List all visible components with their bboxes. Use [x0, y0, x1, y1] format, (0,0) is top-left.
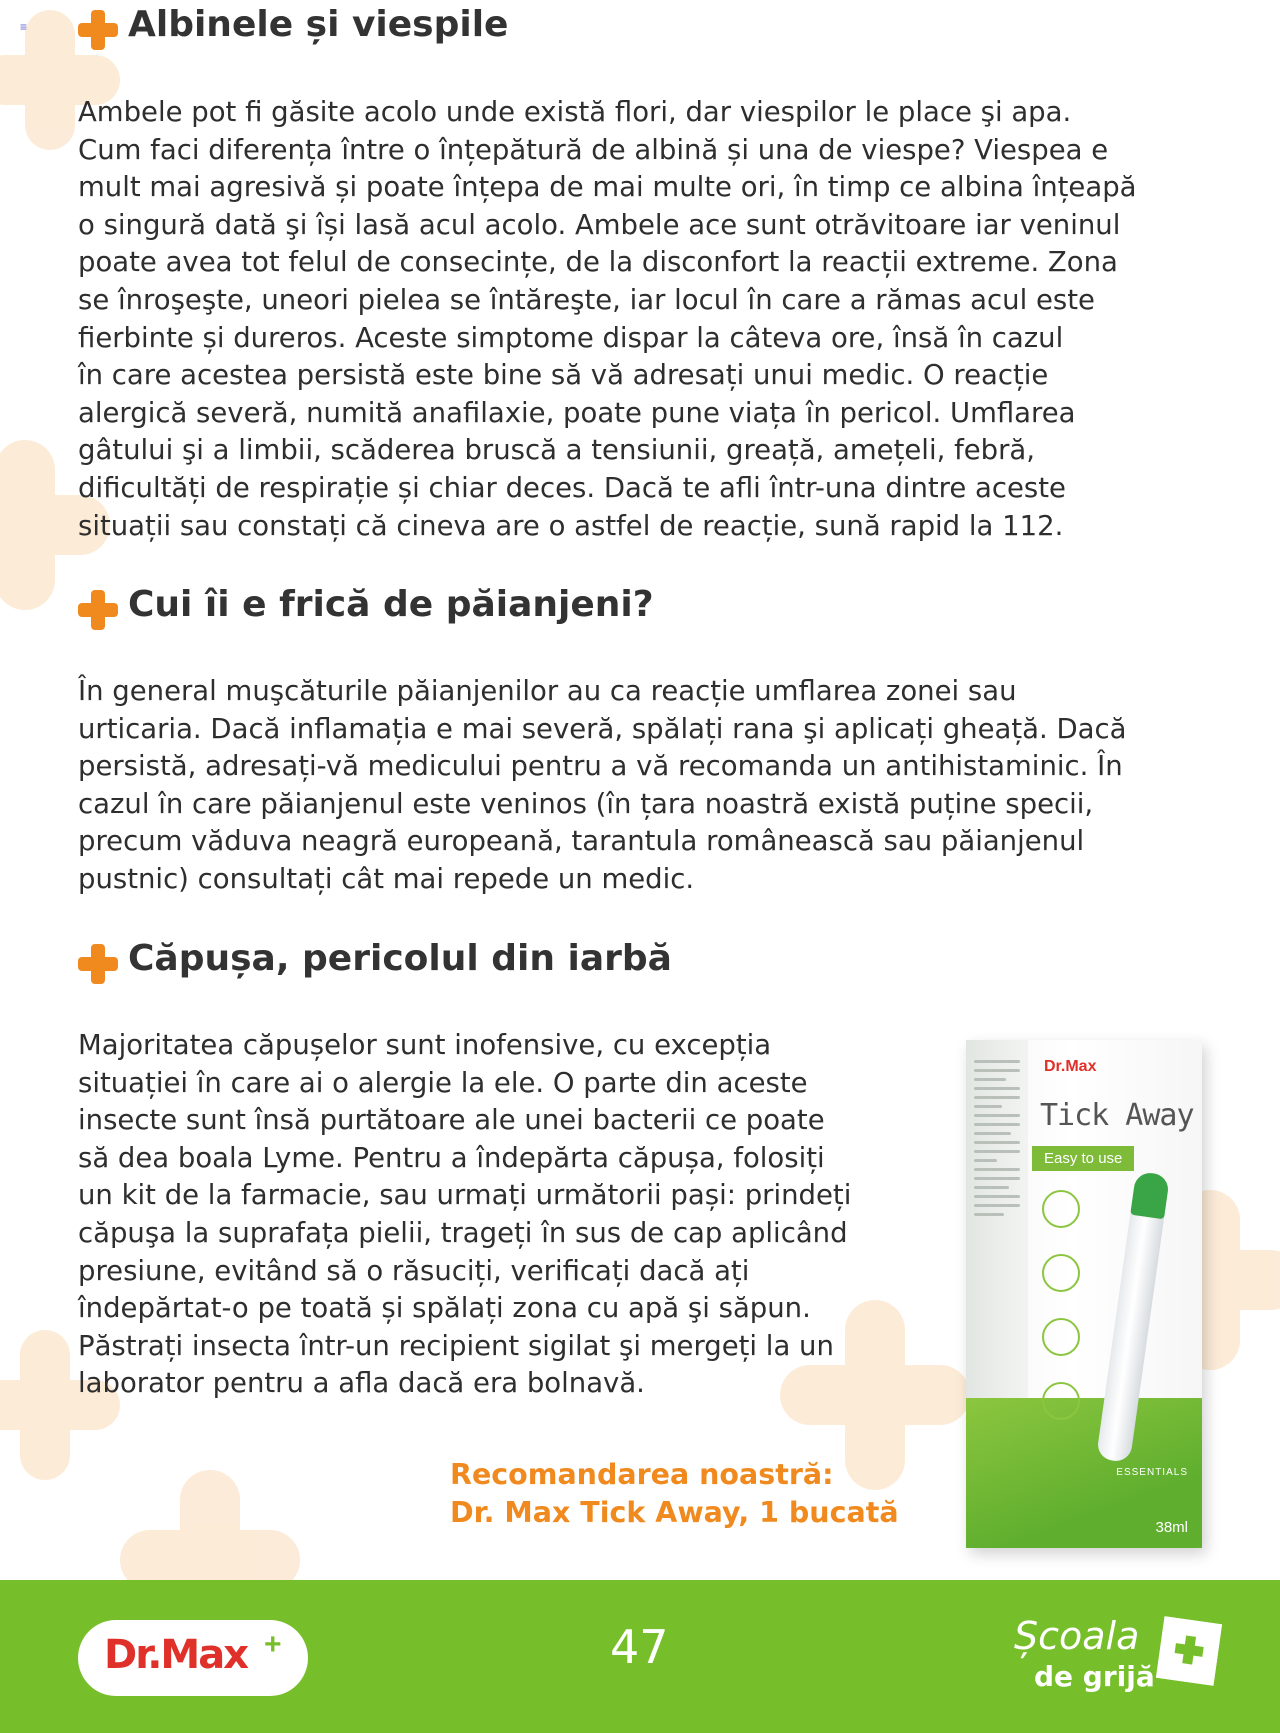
drmax-logo-text: Dr.Max	[104, 1632, 248, 1678]
product-brand: Dr.Max	[1044, 1058, 1097, 1075]
section-body-ticks: Majoritatea căpușelor sunt inofensive, cu excepția situației în care ai o alergie la ele. O parte din aceste insecte sunt însă purtătoare ale unei bacterii ce poate să dea boala Lyme. Pentru a îndepărta căpușa, folosiți un kit de la farmacie, sau urmați următorii pași: prindeți căpuşa la suprafața pielii, trageți în sus de cap aplicând presiune, evitând să o răsuciți, verificați dacă ați îndepărtat-o pe toată și spălați zona cu apă şi săpun. Păstrați insecta într-un recipient sigilat şi mergeți la un laborator pentru a afla dacă era bolnavă.	[78, 1029, 852, 1400]
school-logo-line2: de grijă	[1034, 1660, 1155, 1693]
product-tagline: Easy to use	[1032, 1146, 1134, 1171]
school-logo-line1: Școala	[1014, 1614, 1140, 1658]
orange-plus-icon	[78, 10, 118, 50]
school-plus-icon	[1156, 1616, 1222, 1685]
product-name: Tick Away	[1040, 1098, 1194, 1133]
section-title-text: Albinele și viespile	[128, 4, 509, 45]
section-body-spiders: În general muşcăturile păianjenilor au ca reacție umflarea zonei sau urticaria. Dacă inflamația e mai severă, spălați rana şi aplicați gheață. Dacă persistă, adresați-vă medicului pentru a vă recomanda un antihistaminic. În cazul în care păianjenul este veninos (în țara noastră există puține specii, precum văduva neagră europeană, tarantula românească sau păianjenul pustnic) consultați cât mai repede un medic.	[78, 675, 1127, 895]
section-title-text: Căpușa, pericolul din iarbă	[128, 938, 672, 979]
product-box-image	[966, 1040, 1202, 1548]
drmax-logo-plus-icon: +	[264, 1628, 282, 1661]
product-line: ESSENTIALS	[1116, 1467, 1188, 1478]
recommendation-text: Recomandarea noastră: Dr. Max Tick Away, 1 bucată	[450, 1458, 899, 1529]
section-title-text: Cui îi e frică de păianjeni?	[128, 584, 654, 625]
drmax-logo	[78, 1620, 308, 1696]
orange-plus-icon	[78, 590, 118, 630]
orange-plus-icon	[78, 944, 118, 984]
corner-mark-icon: ≡	[20, 20, 28, 34]
footer	[0, 1580, 1280, 1733]
section-body-bees-wasps: Ambele pot fi găsite acolo unde există flori, dar viespilor le place şi apa. Cum faci diferența între o înțepătură de albină și una de viespe? Viespea e mult mai agresivă și poate înțepa de mai multe ori, în timp ce albina înțeapă o singură dată şi își lasă acul acolo. Ambele ace sunt otrăvitoare iar veninul poate avea tot felul de consecințe, de la disconfort la reacții extreme. Zona se înroşeşte, uneori pielea se întăreşte, iar locul în care a rămas acul este fierbinte și dureros. Aceste simptome dispar la câteva ore, însă în cazul în care acestea persistă este bine să vă adresați unui medic. O reacție alergică severă, numită anafilaxie, poate pune viața în pericol. Umflarea gâtului şi a limbii, scăderea bruscă a tensiunii, greață, amețeli, febră, dificultăți de respirație și chiar deces. Dacă te afli într-una dintre aceste situații sau constați că cineva are o astfel de reacție, sună rapid la 112.	[78, 96, 1137, 542]
page-number: 47	[610, 1620, 669, 1674]
product-usage-icons	[1042, 1190, 1080, 1446]
product-volume: 38ml	[1155, 1519, 1188, 1536]
